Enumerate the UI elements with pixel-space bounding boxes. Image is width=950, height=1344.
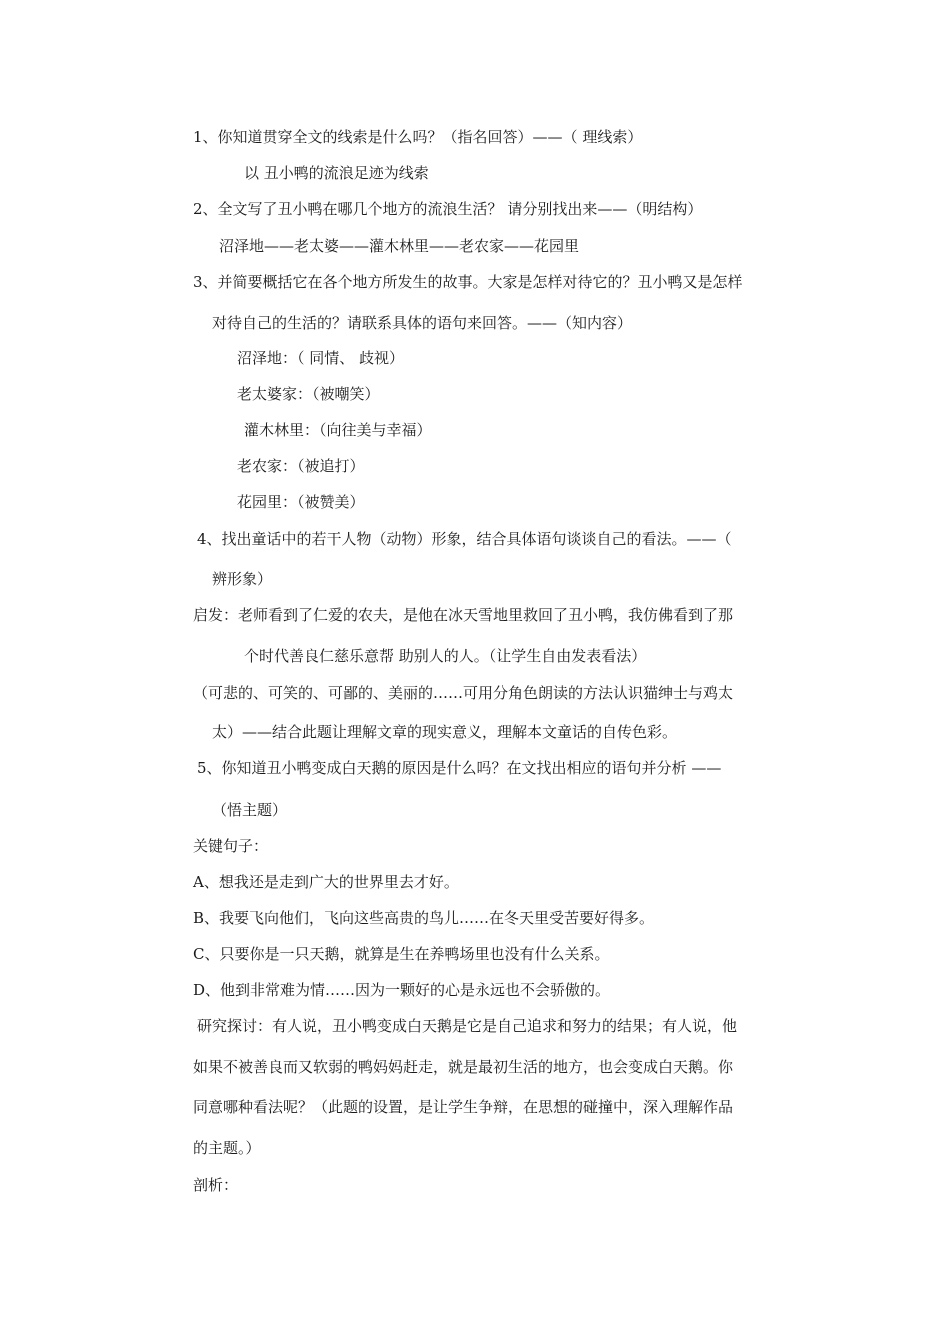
question-5-line-1: 5、你知道丑小鸭变成白天鹅的原因是什么吗？在文找出相应的语句并分析 ——	[197, 759, 722, 777]
answer-3-swamp: 沼泽地：（ 同情、 歧视）	[237, 349, 405, 367]
key-sentence-a: A、想我还是走到广大的世界里去才好。	[193, 873, 459, 891]
answer-3-thicket: 灌木林里：（向往美与幸福）	[244, 421, 432, 439]
discussion-line-3: 同意哪种看法呢？（此题的设置，是让学生争辩，在思想的碰撞中，深入理解作品	[193, 1098, 734, 1116]
answer-3-farmer: 老农家：（被追打）	[237, 457, 365, 475]
question-4-line-1: 4、找出童话中的若干人物（动物）形象，结合具体语句谈谈自己的看法。——（	[197, 530, 732, 548]
question-4-line-2: 辨形象）	[212, 570, 273, 588]
question-3-line-2: 对待自己的生活的？请联系具体的语句来回答。——（知内容）	[212, 314, 633, 332]
key-sentence-b: B、我要飞向他们，飞向这些高贵的鸟儿……在冬天里受苦要好得多。	[193, 909, 655, 927]
key-sentence-d: D、他到非常难为情……因为一颗好的心是永远也不会骄傲的。	[193, 981, 611, 999]
key-sentences-heading: 关键句子：	[193, 837, 269, 855]
discussion-line-2: 如果不被善良而又软弱的鸭妈妈赶走，就是最初生活的地方，也会变成白天鹅。你	[193, 1058, 734, 1076]
question-2: 2、全文写了丑小鸭在哪几个地方的流浪生活？ 请分别找出来——（明结构）	[193, 200, 703, 218]
analysis-heading: 剖析：	[193, 1176, 239, 1194]
discussion-line-1: 研究探讨：有人说，丑小鸭变成白天鹅是它是自己追求和努力的结果；有人说，他	[197, 1017, 738, 1035]
answer-1: 以 丑小鸭的流浪足迹为线索	[244, 164, 429, 182]
hint-line-2: 个时代善良仁慈乐意帮 助别人的人。（让学生自由发表看法）	[244, 647, 647, 665]
hint-line-4: 太）——结合此题让理解文章的现实意义，理解本文童话的自传色彩。	[212, 723, 678, 741]
answer-2: 沼泽地——老太婆——灌木林里——老农家——花园里	[219, 237, 580, 255]
discussion-line-4: 的主题。）	[193, 1139, 261, 1157]
answer-3-garden: 花园里：（被赞美）	[237, 493, 365, 511]
key-sentence-c: C、只要你是一只天鹅，就算是生在养鸭场里也没有什么关系。	[193, 945, 610, 963]
question-3-line-1: 3、并简要概括它在各个地方所发生的故事。大家是怎样对待它的？丑小鸭又是怎样	[193, 273, 743, 291]
hint-line-3: （可悲的、可笑的、可鄙的、美丽的……可用分角色朗读的方法认识猫绅士与鸡太	[193, 684, 734, 702]
answer-3-old-woman: 老太婆家：（被嘲笑）	[237, 385, 380, 403]
question-5-line-2: （悟主题）	[212, 801, 288, 819]
hint-line-1: 启发：老师看到了仁爱的农夫，是他在冰天雪地里救回了丑小鸭，我仿佛看到了那	[193, 606, 734, 624]
question-1: 1、你知道贯穿全文的线索是什么吗？（指名回答）——（ 理线索）	[193, 128, 643, 146]
